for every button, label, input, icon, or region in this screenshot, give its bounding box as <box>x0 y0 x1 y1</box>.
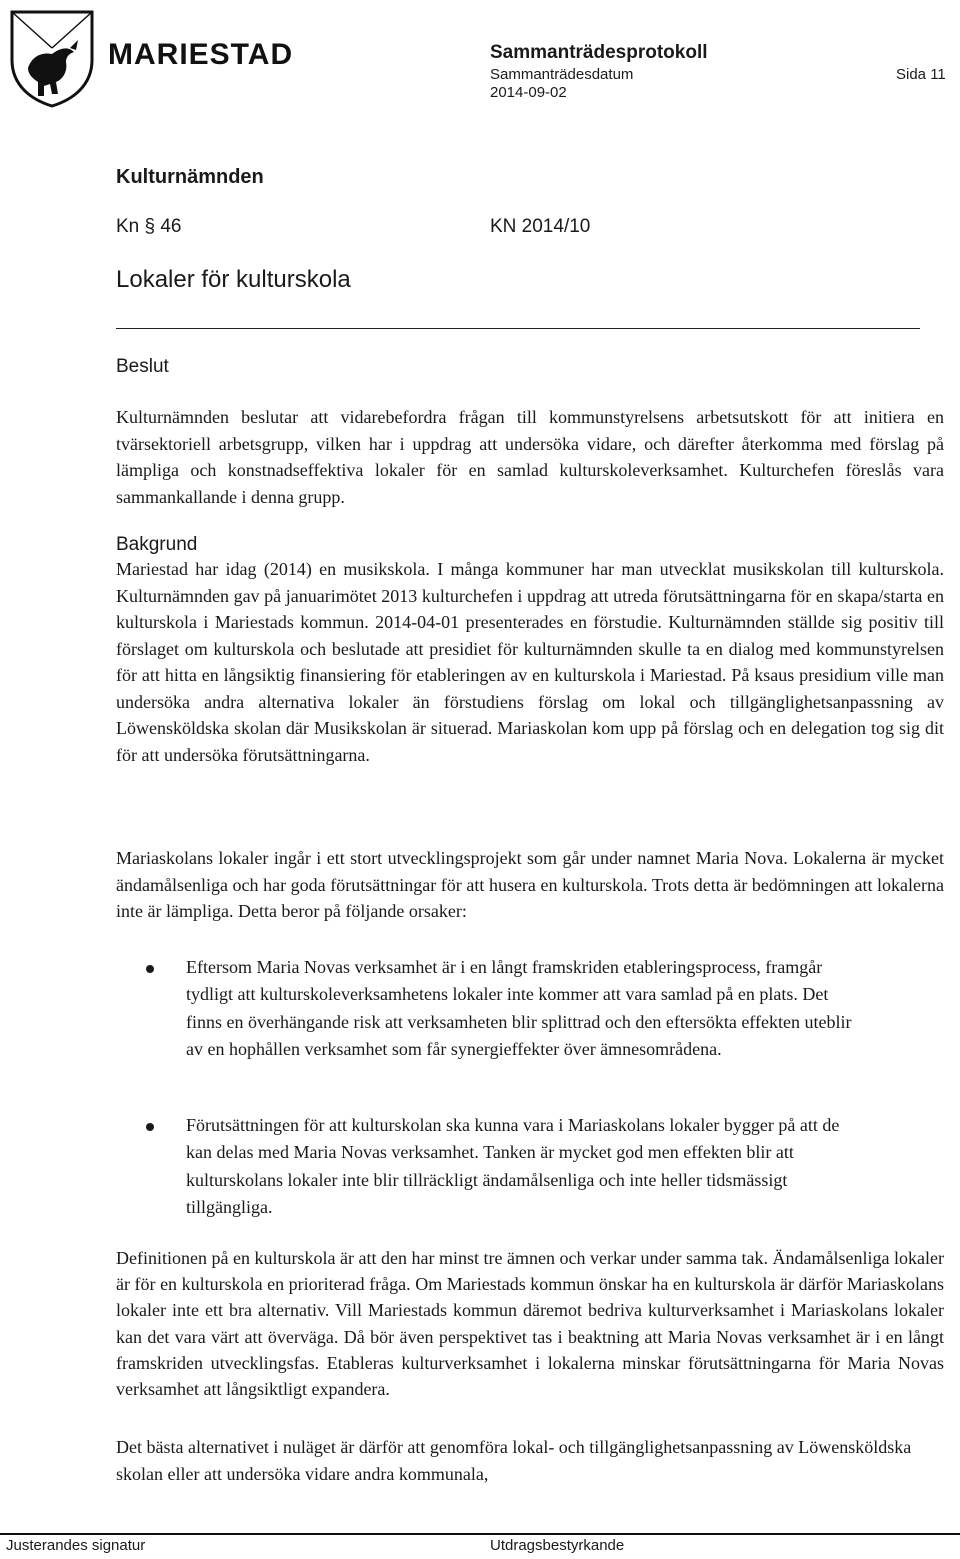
background-paragraph-2: Mariaskolans lokaler ingår i ett stort utvecklingsprojekt som går under namnet Maria Nova. Lokalerna är mycket ändamålsenliga och har goda förutsättningar för att husera en kulturskola. Trots detta är bedömningen att lokalerna inte är lämpliga. Detta beror på följande orsaker: <box>116 848 944 921</box>
background-paragraph-4: Det bästa alternativet i nuläget är därför att genomföra lokal- och tillgänglighetsanpassning av Löwensköldska skolan eller att undersöka vidare andra kommunala, <box>116 1437 912 1484</box>
page-title: Lokaler för kulturskola <box>116 266 351 293</box>
background-paragraph-1: Mariestad har idag (2014) en musikskola. I många kommuner har man utvecklat musikskolan till kulturskola. Kulturnämnden gav på januarimötet 2013 kulturchefen i uppdrag att utreda förutsättningarna för en skapa/starta en kulturskola i Mariestads kommun. 2014-04-01 presenterades en förstudie. Kulturnämnden ställde sig positiv till förslaget om kulturskola och beslutade att presidiet för kulturnämnden skulle ta en dialog med kommunstyrelsen för att hitta en långsiktig finansiering för etableringen av en kulturskola i Mariestad. På ksaus presidium ville man undersöka andra alternativa lokaler än förstudiens förslag om lokal och tillgänglighetsanpassning av Löwensköldska skolan där Musikskolan är situerad. Mariaskolan kom upp på förslag och en delegation tog sig dit för att undersöka förutsättningarna. <box>116 559 944 765</box>
decision-heading: Beslut <box>116 356 169 377</box>
list-item: Eftersom Maria Novas verksamhet är i en långt framskriden etableringsprocess, framgår tydligt att kulturskoleverksamhetens lokaler inte kommer att vara samlad på en plats. Det finns en överhängande risk att verksamheten blir splittrad och den eftersökta effekten uteblir av en hophållen verksamhet som får synergieffekter över ämnesområdena. <box>186 957 852 1059</box>
bullet-icon <box>146 1123 154 1131</box>
background-paragraph-3: Definitionen på en kulturskola är att den har minst tre ämnen och verkar under samma tak. Ändamålsenliga lokaler är för en kulturskola en prioriterad fråga. Om Mariestads kommun önskar ha en kulturskola är därför Mariaskolans lokaler inte ett bra alternativ. Vill Mariestads kommun däremot bedriva kulturverksamhet i Mariaskolans lokaler kan det vara värt att överväga. Då bör även perspektivet tas i beaktning att Maria Novas verksamhet är i en långt framskriden utvecklingsfas. Etableras kulturverksamhet i lokalerna minskar förutsättningarna för Maria Novas verksamhet att långsiktligt expandera. <box>116 1248 944 1400</box>
bullet-icon <box>146 965 154 973</box>
municipal-coat-of-arms-logo <box>8 8 96 108</box>
footer-extract-label: Utdragsbestyrkande <box>490 1537 625 1554</box>
paragraph-reference: Kn § 46 <box>116 216 182 237</box>
case-number: KN 2014/10 <box>490 216 591 237</box>
footer-signature-label: Justerandes signatur <box>6 1537 146 1554</box>
meeting-date-label: Sammanträdesdatum <box>490 66 634 83</box>
meeting-date-value: 2014-09-02 <box>490 84 567 101</box>
background-heading: Bakgrund <box>116 534 198 555</box>
logo-wordmark: MARIESTAD <box>108 38 294 71</box>
decision-paragraph: Kulturnämnden beslutar att vidarebefordra frågan till kommunstyrelsens arbetsutskott för att initiera en tvärsektoriell arbetsgrupp, vilken har i uppdrag att undersöka vidare, och därefter återkomma med förslag på lämpliga och konstnadseffektiva lokaler för en samlad kulturskoleverksamhet. Kulturchefen föreslås vara sammankallande i denna grupp. <box>116 407 944 507</box>
committee-name: Kulturnämnden <box>116 166 264 188</box>
document-type-title: Sammanträdesprotokoll <box>490 42 708 63</box>
list-item: Förutsättningen för att kulturskolan ska kunna vara i Mariaskolans lokaler bygger på att de kan delas med Maria Novas verksamhet. Tanken är mycket god men effekten blir att kulturskolans lokaler inte blir tillräckligt ändamålsenliga och inte heller tidsmässigt tillgängliga. <box>186 1115 840 1217</box>
page-number: Sida 11 <box>896 66 946 83</box>
title-divider <box>116 328 920 329</box>
footer-divider <box>0 1533 960 1535</box>
